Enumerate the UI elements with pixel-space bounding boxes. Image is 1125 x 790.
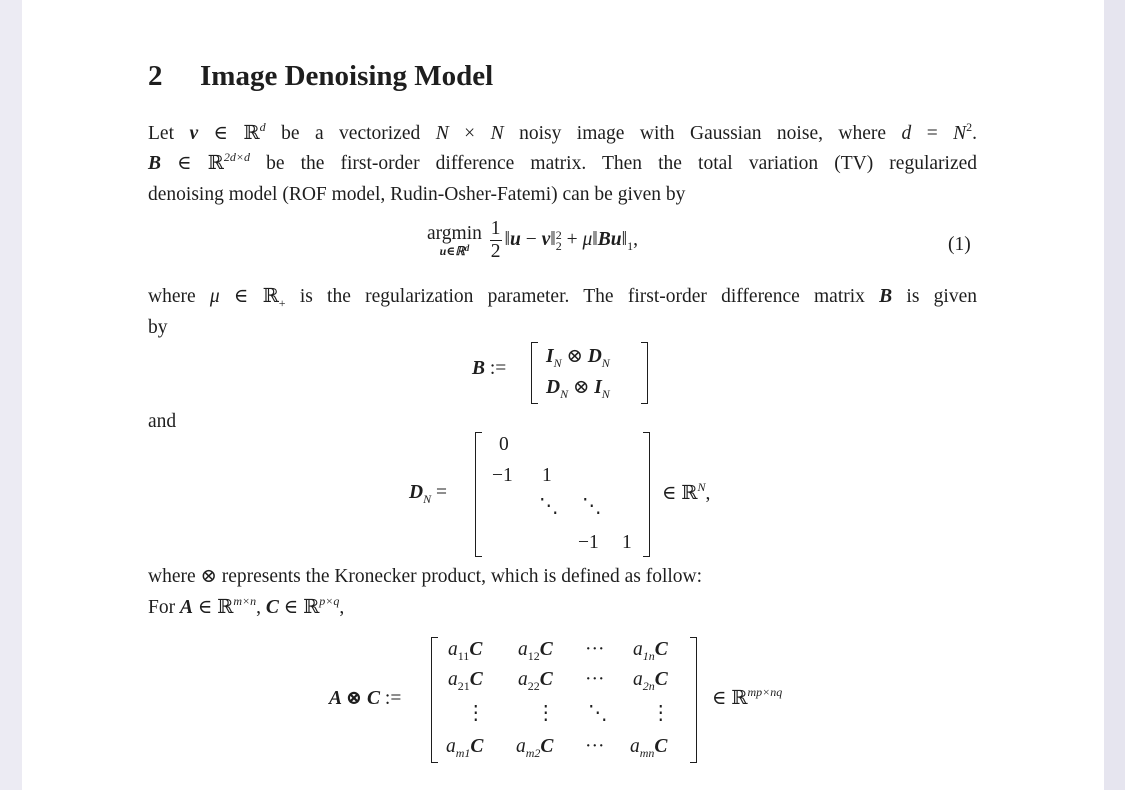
matrix-K-cell: ··· — [585, 669, 605, 690]
equation-number: (1) — [948, 234, 971, 255]
matrix-K-cell: ⋮ — [651, 703, 671, 724]
paragraph-2-line-1: where μ ∈ ℝ$_+$ is the regularization parameter. The first-order difference matrix B is given — [148, 286, 977, 310]
matrix-D-cell: ⋱ — [582, 496, 602, 517]
matrix-K-cell: $a_{2n}C$ — [633, 669, 668, 693]
matrix-K-cell: $a_{m2}C$ — [516, 736, 554, 760]
matrix-D-cell: −1 — [492, 465, 513, 486]
section-number: 2 — [148, 60, 163, 92]
section-heading — [148, 60, 493, 93]
matrix-bracket-left — [531, 342, 538, 404]
paragraph-2-line-2: by — [148, 317, 168, 338]
matrix-D-cell: 1 — [622, 532, 632, 553]
matrix-B-row-1: $I_N$ ⊗ $D_N$ — [546, 346, 610, 370]
matrix-D-cell: −1 — [578, 532, 599, 553]
paragraph-1-line-1: Let v ∈ ℝ$^d$ be a vectorized N × N noisy image with Gaussian noise, where $d = N^2$. — [148, 120, 978, 144]
paragraph-1-line-2: B ∈ ℝ$^{2d\times d}$ be the first-order difference matrix. Then the total variation (TV) regularized — [148, 150, 978, 174]
equation-K-rhs: ∈ ℝ$^{mp\times nq}$ — [712, 685, 783, 709]
matrix-bracket-right — [641, 342, 648, 404]
matrix-D-cell: 1 — [542, 465, 552, 486]
paragraph-1-line-3: denoising model (ROF model, Rudin-Osher-Fatemi) can be given by — [148, 184, 686, 205]
matrix-K-cell: ⋮ — [536, 703, 556, 724]
matrix-K-cell: $a_{11}C$ — [448, 639, 483, 663]
matrix-K-cell: $a_{12}C$ — [518, 639, 553, 663]
matrix-K-cell: ··· — [585, 736, 605, 757]
section-title: Image Denoising Model — [200, 60, 494, 92]
viewer-margin — [1104, 0, 1125, 790]
matrix-B-row-2: $D_N$ ⊗ $I_N$ — [546, 377, 610, 401]
matrix-K-cell: $a_{22}C$ — [518, 669, 553, 693]
matrix-D-bracket-right — [643, 432, 650, 557]
equation-D-lhs: $D_N$ = — [409, 482, 447, 506]
paragraph-3-line-1: where ⊗ represents the Kronecker product, which is defined as follow: — [148, 566, 703, 587]
matrix-K-cell: $a_{21}C$ — [448, 669, 483, 693]
equation-rof: argmin u∈ℝ$^d$ $\frac{1}{2}$ ‖u − v‖ 2 2 + $\mu‖Bu‖_1$, — [427, 218, 638, 262]
matrix-K-cell: ··· — [585, 639, 605, 660]
matrix-K-cell: ⋮ — [466, 703, 486, 724]
equation-K-lhs: A ⊗ C := — [329, 688, 402, 709]
and-text: and — [148, 411, 177, 432]
matrix-K-bracket-right — [690, 637, 697, 763]
paragraph-3-line-2: For A ∈ ℝ$^{m\times n}$, C ∈ ℝ$^{p\times q}$, — [148, 594, 345, 618]
matrix-K-cell: $a_{mn}C$ — [630, 736, 668, 760]
equation-B-lhs: B := — [472, 358, 507, 379]
matrix-D-cell: 0 — [499, 434, 509, 455]
matrix-D-bracket-left — [475, 432, 482, 557]
matrix-K-bracket-left — [431, 637, 438, 763]
equation-D-rhs: ∈ ℝ$^N$, — [662, 480, 711, 504]
matrix-K-cell: $a_{1n}C$ — [633, 639, 668, 663]
matrix-D-cell: ⋱ — [539, 496, 559, 517]
matrix-K-cell: $a_{m1}C$ — [446, 736, 484, 760]
matrix-K-cell: ⋱ — [588, 703, 608, 724]
